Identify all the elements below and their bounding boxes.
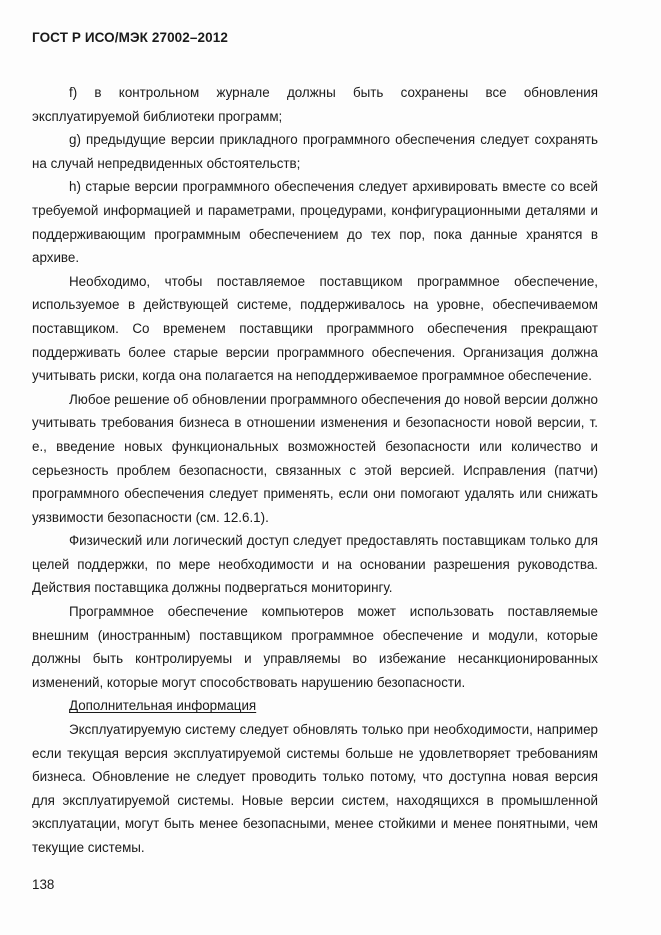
paragraph-item-f: f) в контрольном журнале должны быть сохранены все обновления эксплуатируемой библиотеки программ; (32, 85, 598, 124)
document-header: ГОСТ Р ИСО/МЭК 27002–2012 (32, 30, 228, 45)
additional-info-heading: Дополнительная информация (69, 698, 257, 714)
paragraph-item-g: g) предыдущие версии прикладного программного обеспечения следует сохранять на случай непредвиденных обстоятельств; (32, 132, 598, 171)
paragraph-update-decision: Любое решение об обновлении программного обеспечения до новой версии должно учитывать требования бизнеса в отношении изменения и безопасности новой версии, т. е., введение новых функциональных возможностей безопасности или количество и серьезность проблем безопасности, связанных с этой версией. Исправления (патчи) программного обеспечения следует применять, если они помогают удалять или снижать уязвимости безопасности (см. 12.6.1). (32, 391, 598, 525)
paragraph-vendor-access: Физический или логический доступ следует предоставлять поставщикам только для целей поддержки, по мере необходимости и на основании разрешения руководства. Действия поставщика должны подвергаться мониторингу. (32, 533, 598, 596)
page-number: 138 (32, 877, 55, 892)
document-body (32, 81, 598, 860)
paragraph-vendor-support: Необходимо, чтобы поставляемое поставщиком программное обеспечение, используемое в действующей системе, поддерживалось на уровне, обеспечиваемом поставщиком. Со временем поставщики программного обеспечения прекращают поддерживать более старые версии программного обеспечения. Организация должна учитывать риски, когда она полагается на неподдерживаемое программное обеспечение. (32, 273, 598, 384)
additional-info-text: Эксплуатируемую систему следует обновлять только при необходимости, например если текущая версия эксплуатируемой системы больше не удовлетворяет требованиям бизнеса. Обновление не следует проводить только потому, что доступна новая версия для эксплуатируемой системы. Новые версии систем, находящихся в промышленной эксплуатации, могут быть менее безопасными, менее стойкими и менее понятными, чем текущие системы. (32, 722, 598, 855)
additional-info-heading-paragraph (32, 694, 598, 718)
paragraph-item-h: h) старые версии программного обеспечения следует архивировать вместе со всей требуемой информацией и параметрами, процедурами, конфигурационными деталями и поддерживающим программным обеспечением до тех пор, пока данные хранятся в архиве. (32, 179, 598, 266)
paragraph-external-software: Программное обеспечение компьютеров может использовать поставляемые внешним (иностранным) поставщиком программное обеспечение и модули, которые должны быть контролируемы и управляемы во избежание несанкционированных изменений, которые могут способствовать нарушению безопасности. (32, 604, 598, 690)
